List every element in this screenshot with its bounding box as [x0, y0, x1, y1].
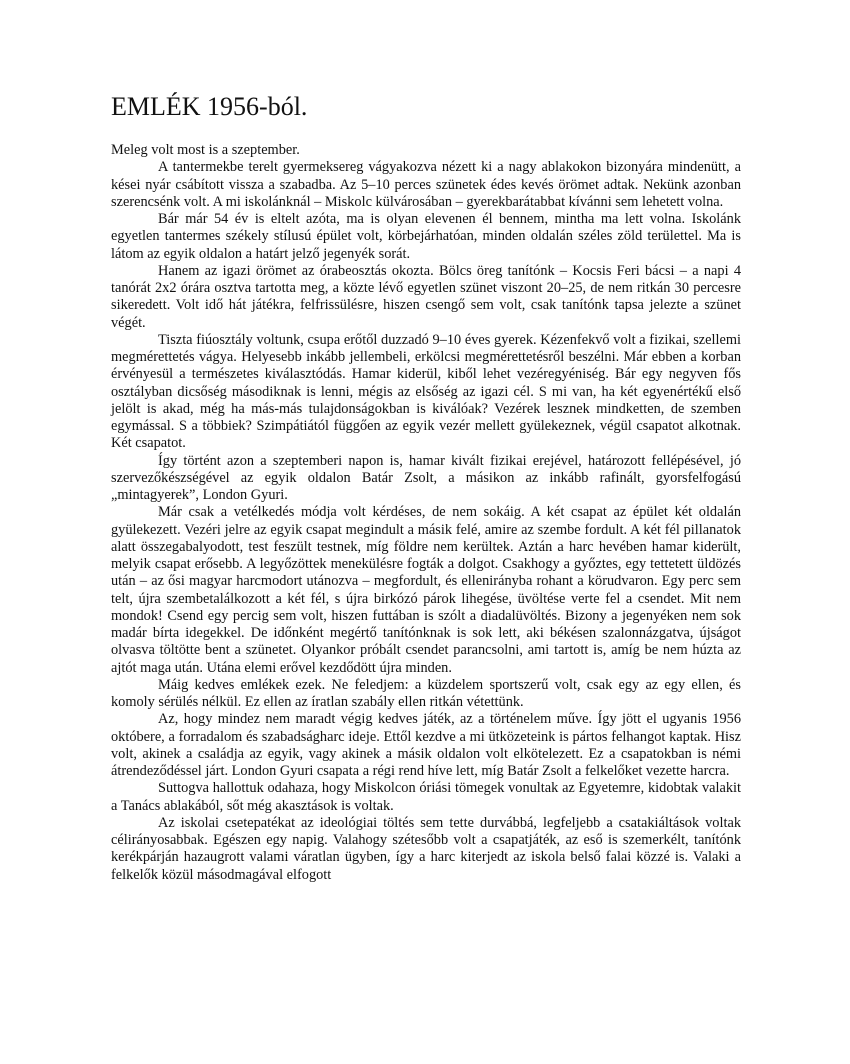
- document-body: [111, 142, 741, 884]
- paragraph: Már csak a vetélkedés módja volt kérdéses, de nem sokáig. A két csapat az épület két oldalán gyülekezett. Vezéri jelre az egyik csapat megindult a másik felé, amire az szembe fordult. A két fél pillanatok alatt összegabalyodott, test feszült testnek, míg földre nem kerültek. Aztán a harc hevében hamar kiderült, melyik csapat erősebb. A legyőzöttek menekülésre fogták a dolgot. Csakhogy a győztes, egy tettetett üldözés után – az ősi magyar harcmodort utánozva – megfordult, és ellenirányba rohant a körudvaron. Egy perc sem telt, újra szembetalálkozott a két fél, s újra birkózó párok lihegése, üvöltése verte fel a csendet. Mit nem mondok! Csend egy percig sem volt, hiszen futtában is szólt a diadalüvöltés. Bizony a jegenyéken nem sok madár bírta idegekkel. De időnként megértő tanítónknak is sok lett, aki békésen szalonnázgatva, újságot olvasva töltötte bent a szünetet. Olyankor próbált csendet parancsolni, ami tartott is, amíg be nem húzta az ajtót maga után. Utána elemi erővel kezdődött újra minden.: [111, 504, 741, 676]
- paragraph: Így történt azon a szeptemberi napon is, hamar kivált fizikai erejével, határozott fellépésével, jó szervezőkészségével az egyik oldalon Batár Zsolt, a másikon az inkább rafinált, gyorsfelfogású „mintagyerek”, London Gyuri.: [111, 452, 741, 503]
- paragraph: Suttogva hallottuk odahaza, hogy Miskolcon óriási tömegek vonultak az Egyetemre, kidobtak valakit a Tanács ablakából, sőt még akasztások is voltak.: [111, 780, 741, 814]
- paragraph: Hanem az igazi örömet az órabeosztás okozta. Bölcs öreg tanítónk – Kocsis Feri bácsi – a napi 4 tanórát 2x2 órára osztva tartotta meg, a közte lévő egyetlen szünet viszont 20–25, de nem ritkán 30 percesre sikeredett. Volt idő hát játékra, felfrissülésre, hiszen csengő sem volt, csak tanítónk tapsa jelezte a szünet végét.: [111, 262, 741, 331]
- paragraph: Bár már 54 év is eltelt azóta, ma is olyan elevenen él bennem, mintha ma lett volna. Iskolánk egyetlen tantermes székely stílusú épület volt, körbejárhatóan, minden oldalán széles zöld területtel. Ma is látom az egyik oldalon a határt jelző jegenyék sorát.: [111, 211, 741, 262]
- paragraph: Máig kedves emlékek ezek. Ne feledjem: a küzdelem sportszerű volt, csak egy az egy ellen, és komoly sérülés nélkül. Ez ellen az íratlan szabály ellen ritkán vétettünk.: [111, 676, 741, 710]
- document-page: [111, 0, 741, 884]
- paragraph: Az, hogy mindez nem maradt végig kedves játék, az a történelem műve. Így jött el ugyanis 1956 októbere, a forradalom és szabadságharc ideje. Ettől kezdve a mi ütközeteink is pártos felhangot kaptak. Hisz volt, akinek a családja az egyik, vagy akinek a másik oldalon volt elkötelezett. Ez a csapatokban is némi átrendeződéssel járt. London Gyuri csapata a régi rend híve lett, míg Batár Zsolt a felkelőket vezette harcra.: [111, 711, 741, 779]
- paragraph: Meleg volt most is a szeptember.: [111, 142, 300, 158]
- paragraph: Az iskolai csetepatékat az ideológiai töltés sem tette durvábbá, legfeljebb a csatakiáltások voltak célirányosabbak. Egészen egy napig. Valahogy szétesőbb volt a csapatjáték, az eső is szemerkélt, tanítónk kerékpárján hazaugrott valami váratlan ügyben, így a harc kiterjedt az iskola belső falai közzé is. Valaki a felkelők közül másodmagával elfogott: [111, 814, 741, 883]
- paragraph: A tantermekbe terelt gyermeksereg vágyakozva nézett ki a nagy ablakokon bizonyára mindenütt, a kései nyár csábított vissza a szabadba. Az 5–10 perces szünetek édes kevés örömet adtak. Nekünk azonban szerencsénk volt. A mi iskolánknál – Miskolc külvárosában – gyerekbarátabbat kívánni sem lehetett volna.: [111, 159, 741, 210]
- document-title: EMLÉK 1956-ból.: [111, 92, 308, 121]
- paragraph: Tiszta fiúosztály voltunk, csupa erőtől duzzadó 9–10 éves gyerek. Kézenfekvő volt a fizikai, szellemi megmérettetés vágya. Helyesebb inkább jellembeli, erkölcsi megmérettetésről beszélni. Már ebben a korban érvényesül a természetes kiválasztódás. Hamar kiderül, kiből lehet vezéregyéniség. Bár egy negyven fős osztályban dicsőség másodiknak is lenni, mégis az elsőség az igazi cél. S mi van, ha két egyenértékű első jelölt is akad, még ha más-más tulajdonságokban is kiválóak? Vezérek lesznek mindketten, de szemben egymással. S a többiek? Szimpátiától függően az egyik vezér mellett gyülekeznek, végül csapatot alkotnak. Két csapatot.: [111, 331, 741, 452]
